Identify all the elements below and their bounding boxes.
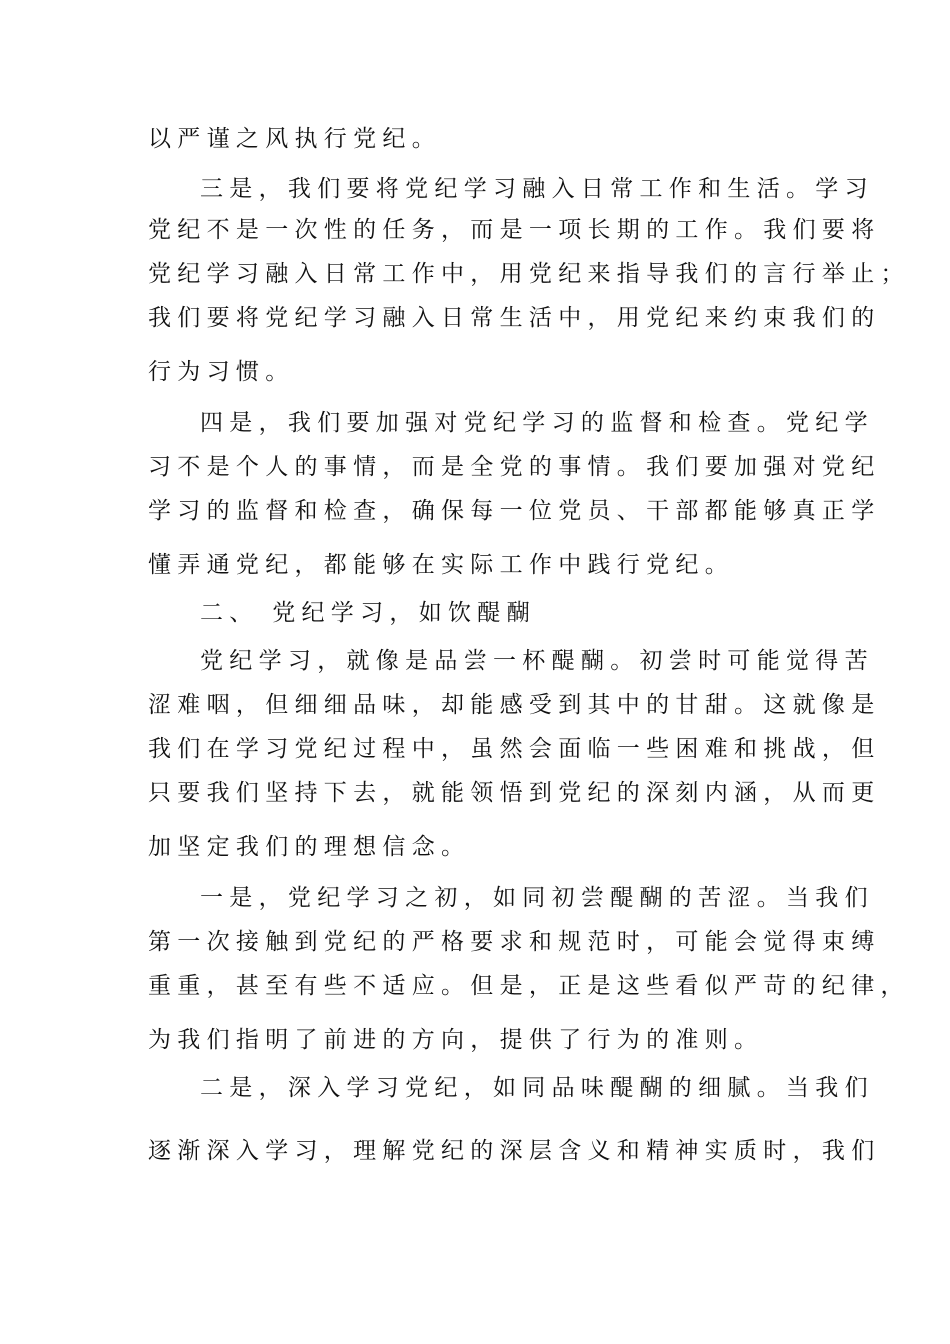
text-line: 只要我们坚持下去，就能领悟到党纪的深刻内涵，从而更 (148, 780, 881, 806)
text-line: 重重，甚至有些不适应。但是，正是这些看似严苛的纪律， (148, 973, 910, 999)
paragraph-start-line: 四是，我们要加强对党纪学习的监督和检查。党纪学 (200, 410, 874, 436)
text-line: 涩难咽，但细细品味，却能感受到其中的甘甜。这就像是 (148, 692, 881, 718)
text-line: 懂弄通党纪，都能够在实际工作中践行党纪。 (148, 552, 734, 578)
text-line: 逐渐深入学习，理解党纪的深层含义和精神实质时，我们 (148, 1138, 881, 1164)
paragraph-start-line: 党纪学习，就像是品尝一杯醍醐。初尝时可能觉得苦 (200, 648, 874, 674)
paragraph-start-line: 二是，深入学习党纪，如同品味醍醐的细腻。当我们 (200, 1075, 874, 1101)
text-line: 我们要将党纪学习融入日常生活中，用党纪来约束我们的 (148, 305, 881, 331)
section-heading: 二、 党纪学习，如饮醍醐 (200, 600, 536, 626)
text-line: 学习的监督和检查，确保每一位党员、干部都能够真正学 (148, 498, 881, 524)
text-line: 加坚定我们的理想信念。 (148, 834, 471, 860)
text-line: 为我们指明了前进的方向，提供了行为的准则。 (148, 1027, 764, 1053)
text-line: 我们在学习党纪过程中，虽然会面临一些困难和挑战，但 (148, 736, 881, 762)
text-line: 行为习惯。 (148, 359, 295, 385)
text-line: 以严谨之风执行党纪。 (148, 126, 441, 152)
text-line: 第一次接触到党纪的严格要求和规范时，可能会觉得束缚 (148, 929, 881, 955)
text-line: 习不是个人的事情，而是全党的事情。我们要加强对党纪 (148, 454, 881, 480)
paragraph-start-line: 一是，党纪学习之初，如同初尝醍醐的苦涩。当我们 (200, 885, 874, 911)
paragraph-start-line: 三是，我们要将党纪学习融入日常工作和生活。学习 (200, 176, 874, 202)
text-line: 党纪不是一次性的任务，而是一项长期的工作。我们要将 (148, 217, 881, 243)
text-line: 党纪学习融入日常工作中，用党纪来指导我们的言行举止； (148, 261, 910, 287)
